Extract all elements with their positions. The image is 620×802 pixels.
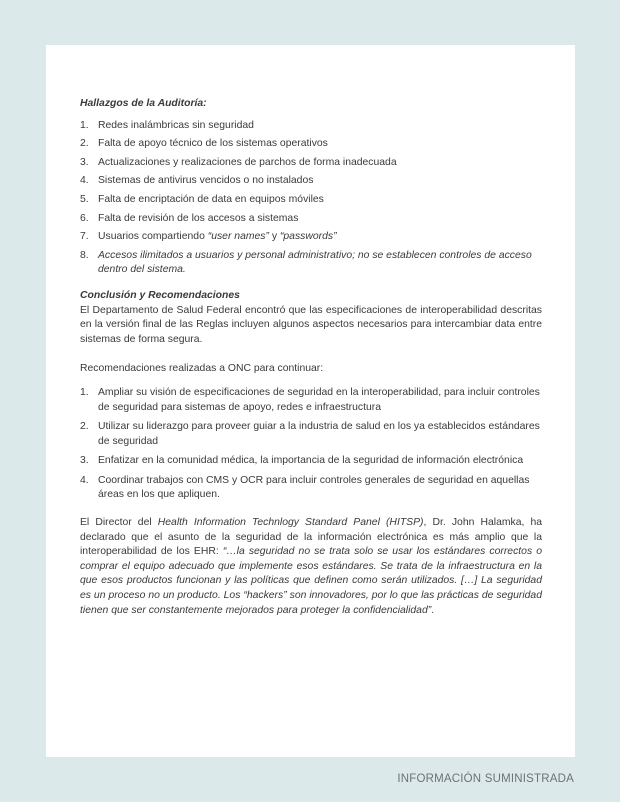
finding-item: 5. Falta de encriptación de data en equipos móviles: [80, 193, 324, 205]
finding-item: 4. Sistemas de antivirus vencidos o no instalados: [80, 175, 314, 187]
recommendations-list: [80, 386, 542, 503]
footer-label: INFORMACIÓN SUMINISTRADA: [397, 773, 574, 785]
finding-item: 6. Falta de revisión de los accesos a sistemas: [80, 212, 299, 224]
recommendations-intro: Recomendaciones realizadas a ONC para continuar:: [80, 363, 324, 375]
finding-item: 8. Accesos ilimitados a usuarios y personal administrativo; no se establecen controles de acceso dentro del sistema.: [80, 249, 532, 276]
conclusion-heading: Conclusión y Recomendaciones: [80, 289, 240, 301]
audit-findings-list: [80, 119, 542, 278]
audit-findings-heading: Hallazgos de la Auditoría:: [80, 98, 207, 109]
recommendation-item: 3. Enfatizar en la comunidad médica, la importancia de la seguridad de información electrónica: [80, 455, 524, 467]
recommendation-item: 4. Coordinar trabajos con CMS y OCR para incluir controles generales de seguridad en aquellas áreas en los que apliquen.: [80, 474, 530, 501]
director-paragraph: El Director del Health Information Technlogy Standard Panel (HITSP), Dr. John Halamka, ha declarado que el asunto de la seguridad de la información electrónica es más amplio que la interoperabilidad de los EHR: “…la seguridad no se trata solo se usar los estándares correctos o comprar el equipo adecuado que implemente esos estándares. Se trata de la infraestructura en la que esos productos funcionan y las políticas que definen como serán utilizados. […] La seguridad es un proceso no un producto. Los “hackers” son innovadores, por lo que las prácticas de seguridad tienen que ser constantemente mejorados para proteger la confidencialidad”.: [80, 517, 543, 616]
document-page: [46, 45, 575, 757]
finding-item: 7. Usuarios compartiendo “user names” y “passwords”: [80, 231, 337, 243]
finding-item: 3. Actualizaciones y realizaciones de parchos de forma inadecuada: [80, 156, 397, 168]
finding-item: 2. Falta de apoyo técnico de los sistemas operativos: [80, 138, 328, 150]
conclusion-paragraph: El Departamento de Salud Federal encontró que las especificaciones de interoperabilidad descritas en la versión final de las Reglas incluyen algunos aspectos necesarios para intercambiar data entre sistemas de forma segura.: [80, 304, 542, 345]
page-content: [80, 97, 542, 618]
finding-item: 1. Redes inalámbricas sin seguridad: [80, 119, 254, 131]
recommendation-item: 1. Ampliar su visión de especificaciones de seguridad en la interoperabilidad, para incluir controles de seguridad para sistemas de apoyo, redes e infraestructura: [80, 386, 540, 413]
recommendation-item: 2. Utilizar su liderazgo para proveer guiar a la industria de salud en los ya establecidos estándares de seguridad: [80, 421, 540, 447]
